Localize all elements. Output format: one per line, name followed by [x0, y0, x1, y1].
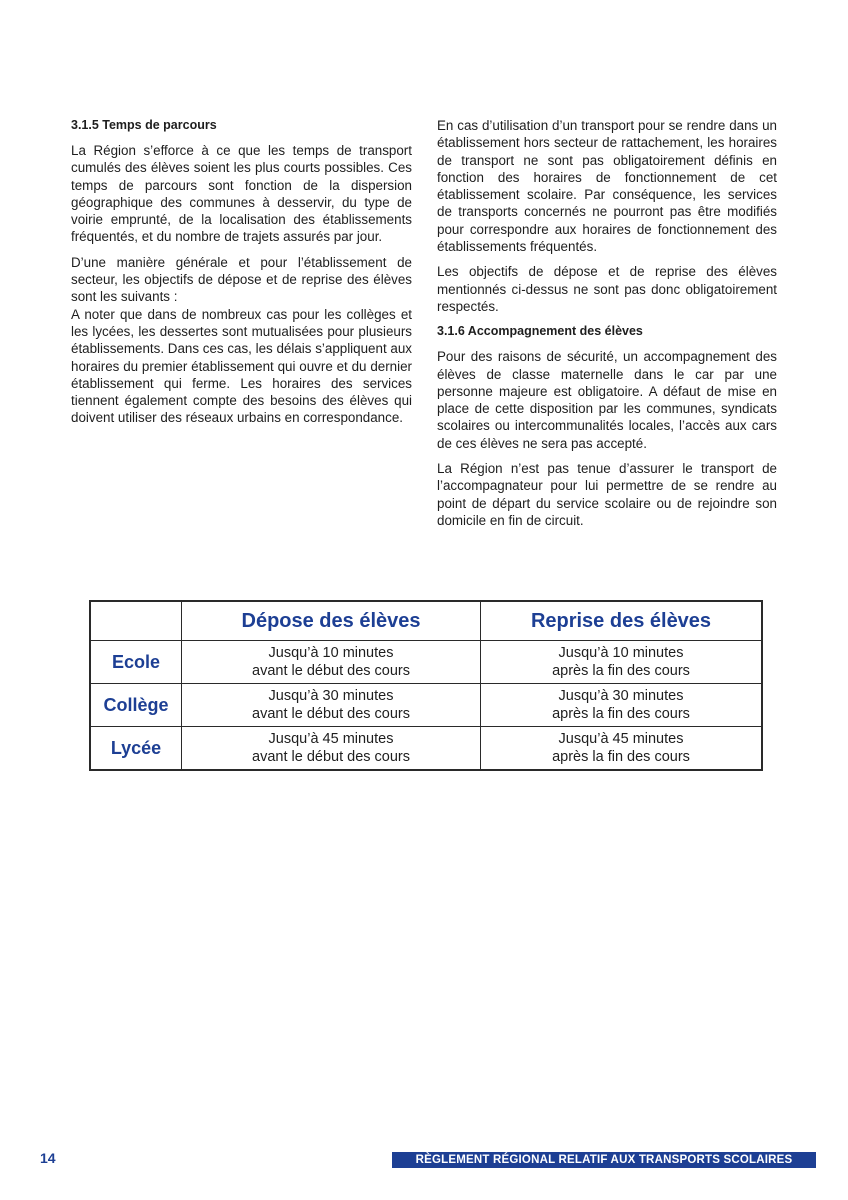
cell-line: Jusqu’à 30 minutes — [558, 688, 684, 704]
row-label-college: Collège — [90, 684, 182, 727]
table-corner-cell — [90, 601, 182, 641]
paragraph-transport-accompagnateur: La Région n’est pas tenue d’assurer le transport de l’accompagnateur pour lui permettre de se rendre au point de départ du service scolaire ou de rejoindre son domicile en fin de circuit. — [437, 461, 777, 528]
right-column — [437, 117, 777, 537]
paragraph-objectifs-non-respectes: Les objectifs de dépose et de reprise des élèves mentionnés ci-dessus ne sont pas donc obligatoirement respectés. — [437, 264, 777, 314]
row-label-ecole: Ecole — [90, 641, 182, 684]
cell-depose-ecole — [182, 641, 481, 684]
paragraph-accompagnement-maternelle: Pour des raisons de sécurité, un accompagnement des élèves de classe maternelle dans le car par une personne majeure est obligatoire. A défaut de mise en place de cette disposition par les communes, syndicats scolaires ou intercommunalités locales, l’accès aux cars de ces élèves ne sera pas accepté. — [437, 349, 777, 451]
cell-line: Jusqu’à 45 minutes — [558, 731, 684, 747]
table-row — [90, 684, 762, 727]
column-header-reprise: Reprise des élèves — [481, 601, 763, 641]
cell-line: après la fin des cours — [552, 749, 690, 765]
page-number: 14 — [40, 1150, 56, 1166]
paragraph-temps-de-parcours: La Région s’efforce à ce que les temps de transport cumulés des élèves soient les plus courts possibles. Ces temps de parcours sont fonction de la dispersion géographique des communes à desservir, du type de voirie emprunté, de la localisation des établissements fréquentés, et du nombre de trajets assurés par jour. — [71, 143, 412, 245]
cell-line: avant le début des cours — [252, 749, 410, 765]
table-row — [90, 727, 762, 771]
left-column — [71, 117, 412, 435]
paragraph-dessertes-mutualisees: A noter que dans de nombreux cas pour les collèges et les lycées, les dessertes sont mutualisées pour plusieurs établissements. Dans ces cas, les délais s’appliquent aux horaires du premier établissement qui ouvre et du dernier établissement qui ferme. Les horaires des services tiennent également compte des besoins des élèves qui doivent utiliser des réseaux urbains en correspondance. — [71, 306, 412, 426]
column-header-depose: Dépose des élèves — [182, 601, 481, 641]
section-heading-temps-de-parcours: 3.1.5 Temps de parcours — [71, 118, 217, 132]
paragraph-objectifs-intro: D’une manière générale et pour l’établissement de secteur, les objectifs de dépose et de reprise des élèves sont les suivants : — [71, 254, 412, 305]
cell-line: après la fin des cours — [552, 706, 690, 722]
row-label-lycee: Lycée — [90, 727, 182, 771]
cell-depose-lycee — [182, 727, 481, 771]
cell-line: après la fin des cours — [552, 663, 690, 679]
cell-line: avant le début des cours — [252, 663, 410, 679]
table-header-row — [90, 601, 762, 641]
cell-line: Jusqu’à 30 minutes — [268, 688, 394, 704]
cell-reprise-college — [481, 684, 763, 727]
cell-reprise-lycee — [481, 727, 763, 771]
schedule-table — [89, 600, 763, 771]
paragraph-hors-secteur: En cas d’utilisation d’un transport pour se rendre dans un établissement hors secteur de rattachement, les horaires de transport ne sont pas obligatoirement définis en fonction des horaires de fonctionnement de cet établissement scolaire. Par conséquence, les services de transports concernés ne pourront pas être modifiés pour correspondre aux horaires de fonctionnement des établissements fréquentés. — [437, 118, 777, 255]
table-row — [90, 641, 762, 684]
cell-line: Jusqu’à 10 minutes — [268, 645, 394, 661]
footer-title-bar: RÈGLEMENT RÉGIONAL RELATIF AUX TRANSPORTS SCOLAIRES — [392, 1152, 816, 1168]
cell-line: Jusqu’à 45 minutes — [268, 731, 394, 747]
section-heading-accompagnement: 3.1.6 Accompagnement des élèves — [437, 324, 643, 339]
cell-reprise-ecole — [481, 641, 763, 684]
cell-depose-college — [182, 684, 481, 727]
cell-line: Jusqu’à 10 minutes — [558, 645, 684, 661]
cell-line: avant le début des cours — [252, 706, 410, 722]
